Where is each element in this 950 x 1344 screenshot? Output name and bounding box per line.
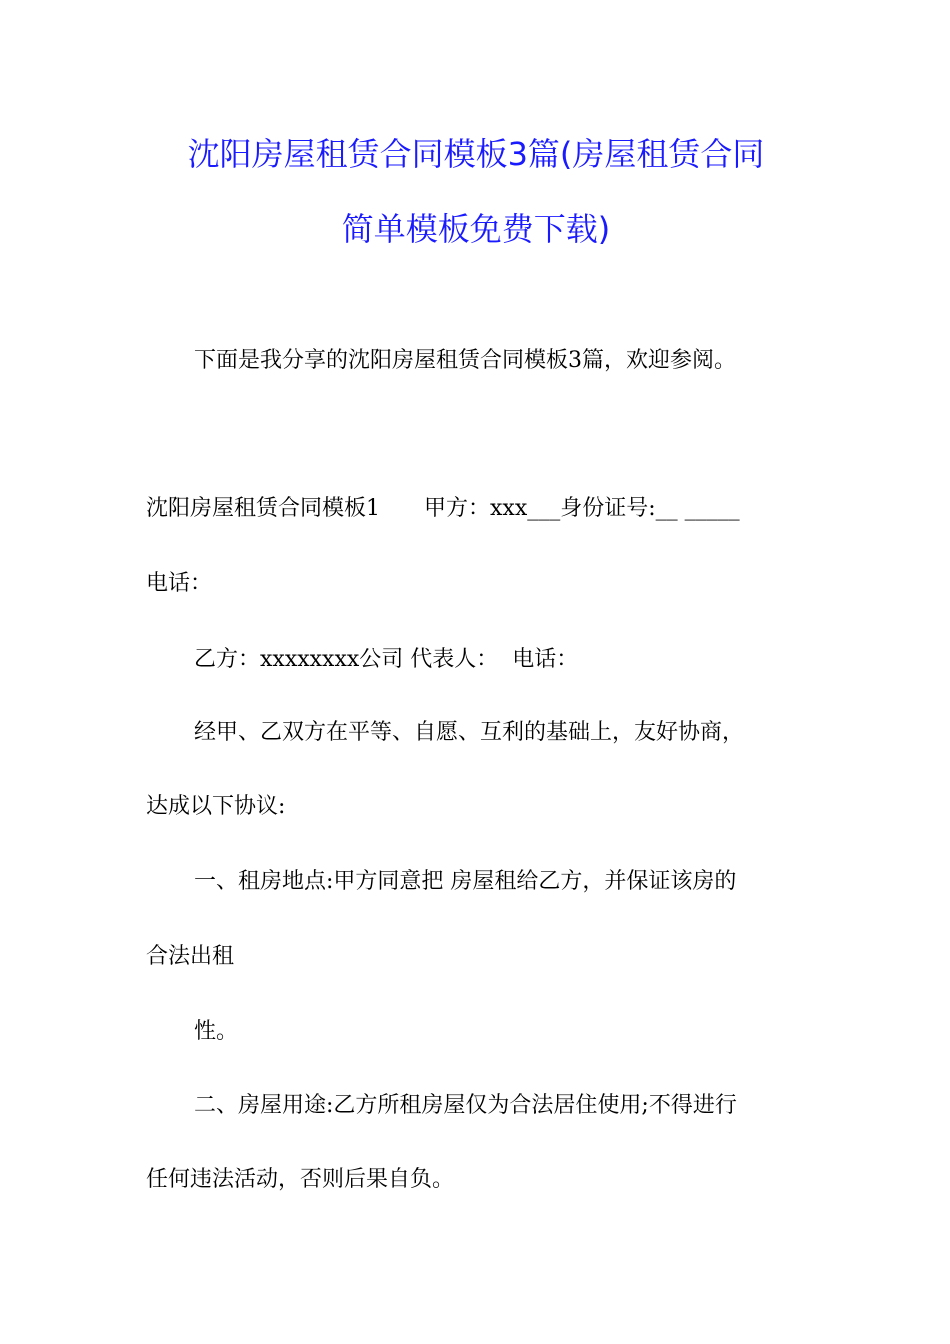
clause-1-line-2: 合法出租 — [146, 944, 235, 969]
document-title-line-1: 沈阳房屋租赁合同模板3篇(房屋租赁合同 — [187, 135, 765, 173]
document-title-line-2: 简单模板免费下载) — [341, 210, 611, 248]
party-b-line: 乙方：xxxxxxxx公司 代表人： 电话： — [194, 647, 579, 672]
agreement-paragraph-line-1: 经甲、乙双方在平等、自愿、互利的基础上，友好协商， — [194, 720, 745, 745]
clause-2-line-1: 二、房屋用途:乙方所租房屋仅为合法居住使用;不得进行 — [194, 1093, 737, 1118]
clause-1-line-1: 一、租房地点:甲方同意把 房屋租给乙方，并保证该房的 — [194, 869, 737, 894]
clause-2-line-2: 任何违法活动，否则后果自负。 — [146, 1167, 455, 1192]
intro-paragraph: 下面是我分享的沈阳房屋租赁合同模板3篇，欢迎参阅。 — [194, 348, 736, 373]
party-a-phone-label: 电话： — [146, 571, 213, 596]
clause-1-line-3: 性。 — [194, 1019, 239, 1044]
agreement-paragraph-line-2: 达成以下协议: — [146, 794, 286, 819]
contract-heading-party-a: 沈阳房屋租赁合同模板1 甲方：xxx___身份证号:__ _____ — [146, 496, 740, 521]
